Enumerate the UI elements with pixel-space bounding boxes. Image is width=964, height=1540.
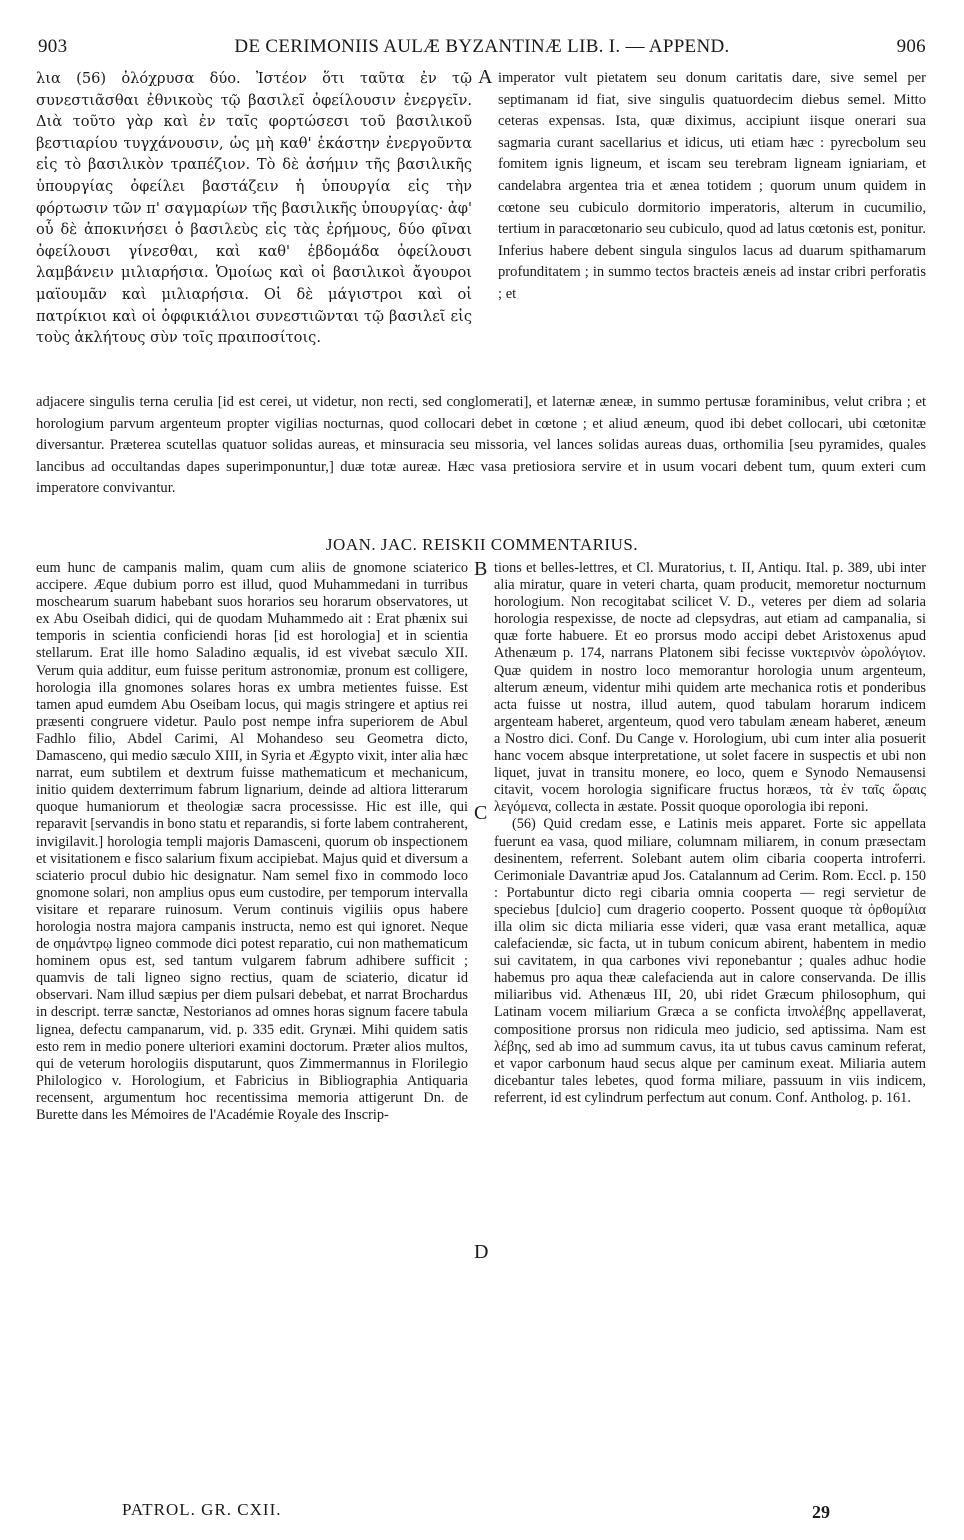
greek-paragraph: λια (56) ὀλόχρυσα δύο. Ἰστέον ὅτι ταῦτα ἐν τῷ συνεστιᾶσθαι ἐθνικοὺς τῷ βασιλεῖ ὀφείλουσιν ἐνεργεῖν. Διὰ τοῦτο γὰρ καὶ ἐν ταῖς φορτώσεσι τοῦ βασιλικοῦ βεστιαρίου τυγχάνουσιν, ὡς μὴ καθ' ἑκάστην ἐνεργοῦντα εἰς τὸ βασιλικὸν τραπέζιον. Τὸ δὲ ἀσήμιν τῆς βασιλικῆς ὑπουργίας ὀφείλει βαστάζειν ἡ ὑπουργία εἰς τὴν φόρτωσιν τῶν π' σαγμαρίων τῆς βασιλικῆς ὑπουργίας· ἀφ' οὗ δὲ ἀποκινήσει ὁ βασιλεὺς εἰς τὰς ἐρήμους, δύο φῖναι ὀφείλουσι γίνεσθαι, καὶ καθ' ἑβδομάδα ὀφείλουσι λαμβάνειν μιλιαρήσια. Ὁμοίως καὶ οἱ βασιλικοὶ ἄγουροι μαϊουμᾶν καὶ μιλιαρήσια. Οἱ δὲ μάγιστροι καὶ οἱ πατρίκιοι καὶ οἱ ὀφφικιάλιοι συνεστιῶνται τῷ βασιλεῖ εἰς τοὺς ἀκλήτους σὺν τοῖς πραιποσίτοις. — [36, 70, 472, 347]
running-header — [38, 36, 926, 62]
page-number-left: 903 — [38, 36, 68, 57]
commentary-paragraph: eum hunc de campanis malim, quam cum aliis de gnomone sciaterico accipere. Æque dubium porro est illud, quod Muhammedani in turribus moschearum suarum habebant suos horarios seu horarum observatores, ut ex Abu Oseibah didici, qui de quodam Muhammedo ait : Erat phænix sui temporis in scientia conficiendi horas [id est horologia] et in scientia stellarum. Erat ille homo Saladino æqualis, id est vivebat sæculo XII. Verum quia additur, eum fuisse peritum astronomiæ, pronum est colligere, horologia illa gnomones solares horas ex umbra metientes fuisse. Est tamen apud eumdem Abu Oseibam locus, qui magis stringere et aptius rei præsenti congruere videtur. Paulo post nempe infra superiorem de Abul Fadhlo filio, Abdel Carimi, Al Mohandeso seu Geometra dicto, Damasceno, qui medio sæculo XIII, in Syria et Ægypto vixit, inter alia hæc narrat, eum subtilem et dextrum fuisse mathematicum et mechanicum, initio quidem dexterrimum fabrum lignarium, deinde ad altiora litterarum quoque humaniorum et theologiæ sacra processisse. Hic est ille, qui reparavit [servandis in bono statu et reparandis, si forte labem contraherent, invigilavit.] horologia templi majoris Damasceni, quorum ob inspectionem et visitationem e fisco salarium fixum accipiebat. Majus quid et diversum a sciaterio procul dubio hic designatur. Nam semel fixo in commodo loco gnomone solari, non amplius opus eum custodire, per temporum intervalla visitare et reparare ruinosum. Verum continuis vigiliis opus habere horologia nostra majora campanis instructa, nemo est qui ignoret. Neque de σημάντρῳ ligneo commode dici potest reparatio, cui non mathematicum hominem opus est, sed tantum vulgarem fabrum adhibere sufficit ; quamvis de tali ligneo signo rectius, quam de sciaterio, dicatur id observari. Nam illud sæpius per diem pulsari debebat, et narrat Brochardus in descript. terræ sanctæ, Nestorianos ad omnes horas signum facere tabula lignea, defectu campanarum, vid. p. 335 edit. Grynæi. Mihi quidem satis esto rem in medio ponere ulteriori examini doctorum. Præter alios multos, qui de veterum horologiis disputarunt, quos Zimmermannus in Florilegio Philologico v. Horologium, et Fabricius in Bibliographia Antiquaria recensent, argumentum hoc recentissima memoria attigerunt Dn. de Burette dans les Mémoires de l'Académie Royale des Inscrip- — [36, 560, 468, 1123]
latin-paragraph: imperator vult pietatem seu donum caritatis dare, sive semel per septimanam id fiat, sive singulis quatuordecim diebus semel. Mitto ceteras expensas. Ista, quæ diximus, accipiunt iisque onerari sua sagmaria curant sacellarius et idicus, uti etiam hæc : pyrecbolum seu fomitem ignis ligneum, et iscam seu terebram ligneam igniariam, et candelabra argentea tria et ænea totidem ; quorum unum quidem in cœtone seu cubiculo dormitorio imperatoris, alterum in cucumilio, tertium in paracœtonario seu cubiculo, quod ad latus cœtonis est, ponitur. Inferius habere debent singula singulos lacus ad duarum spithamarum profunditatem ; in summo tectos bracteis æneis ad instar cribri perforatis ; et — [498, 70, 926, 302]
commentary-title: JOAN. JAC. REISKII COMMENTARIUS. — [325, 535, 639, 554]
margin-letter-b: B — [474, 558, 488, 580]
latin-translation-continued — [36, 392, 926, 500]
greek-text-column — [36, 68, 472, 349]
commentary-paragraph: tions et belles-lettres, et Cl. Muratorius, t. II, Antiqu. Ital. p. 389, ubi inter alia miratur, quare in veteri charta, quam producit, memoretur nocturnum horologium. Non recogitabat scilicet V. D., veteres per diem ad solaria horologia respexisse, de nocte ad clepsydras, aut etiam ad campanalia, si quæ forte habuere. Et eo prorsus modo accipi debet Aristoxenus apud Athenæum p. 174, narrans Platonem sibi fecisse νυκτερινὸν ὡρολόγιον. Quæ quidem in nostro loco memorantur horologia unum argenteum, alterum æneum, videntur mihi quidem arte mechanica rotis et ponderibus acta fuisse ut nostra, illud autem, quod tabulam horarum indicem argenteam haberet, argenteum, quod vero tabulam æneam haberet, æneum a Nostro dici. Conf. Du Cange v. Horologium, ubi cum inter alia posuerit hanc vocem absque interpretatione, ut solet facere in suspectis et ubi non liquet, juvat in transitu monere, eo loco, quem e Synodo Nemausensi citavit, vocem horologia significare fructus horæos, τὰ ἐν ταῖς ὥραις λεγόμενα, collecta in æstate. Possit quoque oporologia ibi reponi. — [494, 560, 926, 816]
margin-letter-c: C — [474, 802, 488, 824]
footer-series: PATROL. GR. CXII. — [122, 1500, 282, 1519]
commentary-note-56: (56) Quid credam esse, e Latinis meis apparet. Forte sic appellata fuerunt ea vasa, quod miliare, columnam miliarem, in conum præsectam desinentem, referrent. Solebant autem olim cibaria cooperta introferri. Cerimoniale Davantriæ apud Jos. Catalannum ad Cerim. Rom. Eccl. p. 150 : Portabuntur dicto regi cibaria omnia cooperta — regi servietur de speciebus [dulcio] cum dragerio cooperto. Possent quoque τὰ ὀρθομίλια illa olim sic dicta miliaria esse videri, quæ vasa erant metallica, aquæ calefaciendæ, sic facta, ut in tubum conicum abirent, habentem in medio sui cavitatem, in qua carbones vivi reponebantur ; quales adhuc hodie habemus pro aqua theæ calefacienda aut in calore conservanda. De illis miliaribus vid. Athenæus III, 20, ubi ridet Græcum philosophum, qui Latinam vocem miliarium Græca a se conficta ἱπνολέβης appellaverat, compositione prorsus non ridicula meo judicio, sed aptissima. Nam est λέβης, sed ab imo ad summum cavus, ita ut tubus cavus caminum referat, et vapor carbonum haud secus alque per caminum exeat. Miliaria autem dicebantur tales lebetes, quod forma miliare, passuum in viis indicem, referrent, id est cylindrum perfectum aut conum. Conf. Antholog. p. 161. — [494, 816, 926, 1106]
margin-letter-d: D — [474, 1241, 489, 1263]
commentary-left-column — [36, 560, 468, 1124]
margin-letter-a: A — [478, 66, 493, 88]
latin-translation-column — [498, 68, 926, 306]
latin-paragraph-continued: adjacere singulis terna cerulia [id est cerei, ut videtur, non recti, sed conglomerati], et laternæ æneæ, in summo pertusæ foraminibus, velut cribra ; et horologium parvum argenteum propter vigilias nocturnas, quod collocari debet in cœtone ; et aliud æneum, quod ibi debet collocari, ubi cœtonitæ diversantur. Præterea scutellas quatuor solidas aureas, et minsuracia seu missoria, vel lances solidas aureas duas, orthomilia [seu pyramides, quales lancibus ad occultandas dapes superimponuntur,] duæ totæ aureæ. Hæc vasa pretiosiora servire et in usum vocari debent tum, quum exteri cum imperatore convivantur. — [36, 394, 926, 497]
page-number-right: 906 — [896, 36, 926, 57]
commentary-right-column — [494, 560, 926, 1107]
running-title: DE CERIMONIIS AULÆ BYZANTINÆ LIB. I. — APPEND. — [234, 36, 730, 57]
footer-signature-number: 29 — [812, 1502, 830, 1522]
